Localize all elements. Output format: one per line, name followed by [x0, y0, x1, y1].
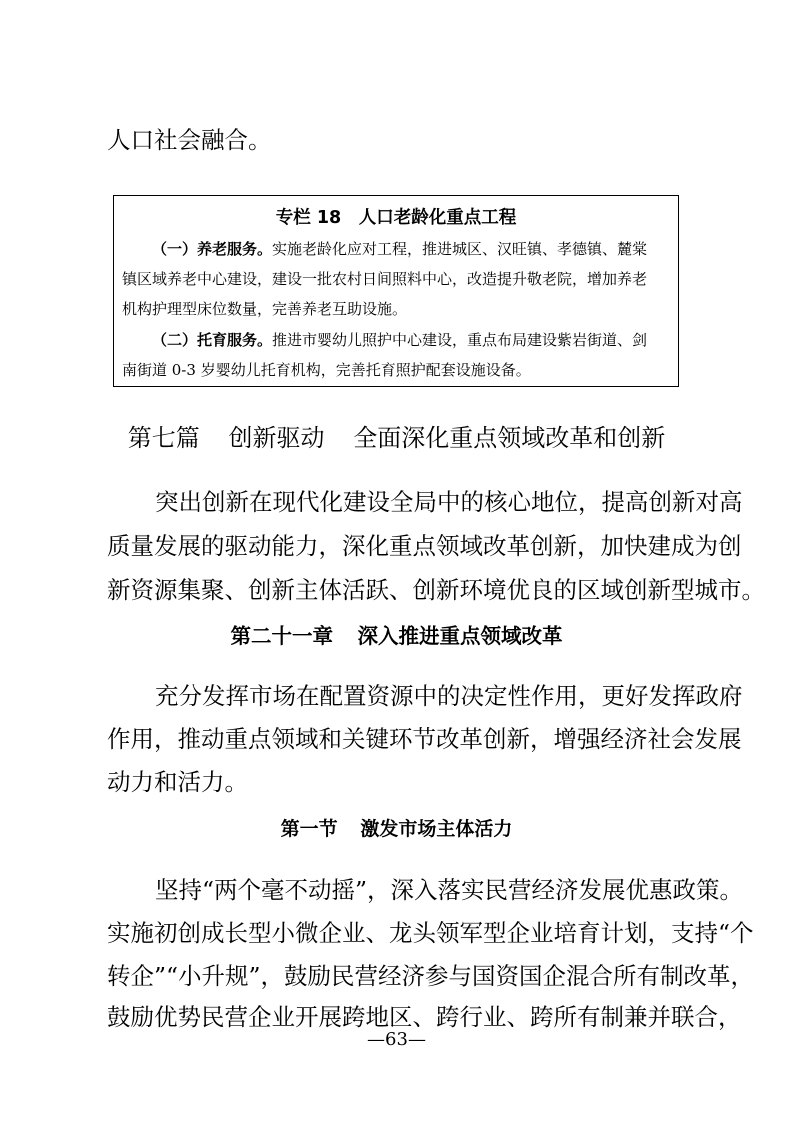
chapter-title: 深入推进重点领域改革: [357, 624, 563, 648]
section-paragraph-line-2: 实施初创成长型小微企业、龙头领军型企业培育计划，支持“个: [107, 919, 754, 947]
box-item-1-label: （一）养老服务。: [152, 240, 273, 258]
box-item-2-text-1: 推进市婴幼儿照护中心建设，重点布局建设紫岩街道、剑: [272, 331, 648, 349]
intro-line: 人口社会融合。: [107, 126, 272, 154]
chapter-paragraph-line-3: 动力和活力。: [107, 768, 248, 796]
part-paragraph-line-2: 质量发展的驱动能力，深化重点领域改革创新，加快建成为创: [107, 532, 742, 560]
part-number: 第七篇: [127, 424, 200, 452]
part-title-a: 创新驱动: [228, 424, 325, 452]
part-paragraph-line-1: 突出创新在现代化建设全局中的核心地位，提高创新对高: [155, 488, 743, 516]
chapter-number: 第二十一章: [230, 624, 333, 648]
box-title: 专栏 18 人口老龄化重点工程: [275, 208, 517, 228]
part-paragraph-line-3: 新资源集聚、创新主体活跃、创新环境优良的区域创新型城市。: [107, 576, 765, 604]
section-heading: [0, 815, 793, 843]
box-item-2-line-1: [152, 329, 670, 351]
box-item-2-line-2: 南街道 0-3 岁婴幼儿托育机构，完善托育照护配套设施设备。: [122, 361, 531, 379]
chapter-paragraph-line-1: 充分发挥市场在配置资源中的决定性作用，更好发挥政府: [155, 682, 743, 710]
box-item-1-line-2: 镇区域养老中心建设，建设一批农村日间照料中心，改造提升敬老院，增加养老: [122, 270, 648, 288]
section-title: 激发市场主体活力: [360, 818, 513, 840]
section-paragraph-line-1: 坚持“两个毫不动摇”，深入落实民营经济发展优惠政策。: [155, 876, 744, 904]
section-number: 第一节: [280, 818, 338, 840]
part-title-b: 全面深化重点领域改革和创新: [353, 424, 666, 452]
section-paragraph-line-4: 鼓励优势民营企业开展跨地区、跨行业、跨所有制兼并联合，: [107, 1003, 742, 1031]
box-item-1-line-1: [152, 238, 670, 260]
box-item-2-label: （二）托育服务。: [152, 331, 273, 349]
box-item-1-line-3: 机构护理型床位数量，完善养老互助设施。: [122, 300, 408, 318]
section-paragraph-line-3: 转企”“小升规”，鼓励民营经济参与国资国企混合所有制改革，: [107, 962, 755, 990]
part-heading: [0, 422, 793, 454]
special-column-box: [113, 195, 679, 387]
chapter-paragraph-line-2: 作用，推动重点领域和关键环节改革创新，增强经济社会发展: [107, 725, 742, 753]
page-number: —63—: [367, 1029, 426, 1050]
chapter-heading: [0, 622, 793, 650]
box-item-1-text-1: 实施老龄化应对工程，推进城区、汉旺镇、孝德镇、麓棠: [272, 240, 648, 258]
